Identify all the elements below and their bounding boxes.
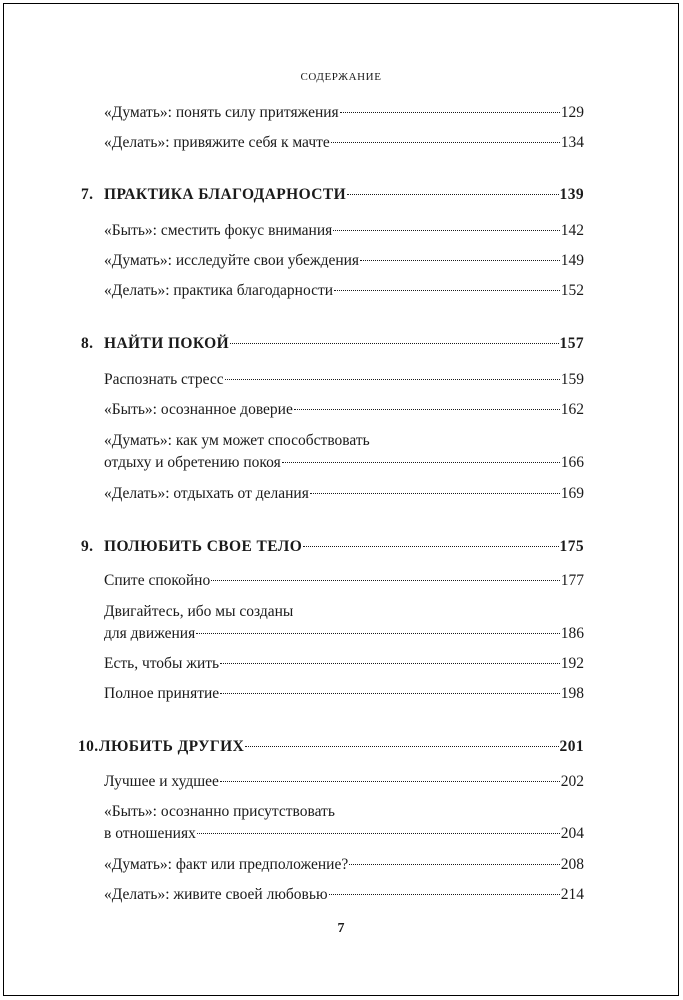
toc-entry-title: «Думать»: понять силу притяжения — [104, 104, 339, 121]
toc-entry — [81, 399, 584, 421]
toc-entry-title: Спите спокойно — [104, 572, 211, 589]
leader-dots — [282, 462, 560, 463]
chapter-number: 9. — [81, 538, 94, 555]
leader-dots — [340, 112, 560, 113]
toc-entry-page: 149 — [560, 252, 584, 269]
chapter-title: ЛЮБИТЬ ДРУГИХ — [99, 738, 245, 755]
toc-entry-title-line1: «Думать»: как ум может способствовать — [104, 432, 370, 449]
leader-dots — [197, 833, 560, 834]
book-page — [3, 3, 679, 996]
toc-entry — [81, 570, 584, 592]
toc-entry-page: 202 — [560, 773, 584, 790]
leader-dots — [331, 142, 560, 143]
toc-entry-page: 139 — [559, 186, 584, 203]
leader-dots — [220, 663, 560, 664]
toc-entry — [81, 854, 584, 876]
leader-dots — [334, 290, 560, 291]
leader-dots — [333, 230, 559, 231]
toc-entry-page: 175 — [559, 538, 584, 555]
toc-entry-page: 201 — [559, 738, 584, 755]
toc-entry — [81, 220, 584, 242]
toc-entry — [81, 884, 584, 906]
toc-entry-title: «Думать»: исследуйте свои убеждения — [104, 252, 360, 269]
toc-entry-title: Есть, чтобы жить — [104, 655, 220, 672]
toc-entry-page: 204 — [560, 825, 584, 842]
toc-entry-title-line1: Двигайтесь, ибо мы созданы — [104, 603, 294, 620]
toc-entry-title: «Делать»: практика благодарности — [104, 282, 334, 299]
toc-entry-title: Распознать стресс — [104, 371, 224, 388]
leader-dots — [303, 546, 558, 547]
toc-entry-title: «Делать»: отдыхать от делания — [104, 485, 309, 502]
leader-dots — [349, 864, 560, 865]
toc-entry — [81, 483, 584, 505]
chapter-number: 10. — [78, 738, 99, 755]
toc-entry — [81, 430, 584, 474]
toc-entry-page: 192 — [560, 655, 584, 672]
leader-dots — [310, 493, 560, 494]
chapter-title: ПРАКТИКА БЛАГОДАРНОСТИ — [104, 186, 347, 203]
chapter-title: ПОЛЮБИТЬ СВОЕ ТЕЛО — [104, 538, 303, 555]
toc-entry — [81, 601, 584, 645]
toc-entry-page: 208 — [560, 856, 584, 873]
toc-entry-page: 152 — [560, 282, 584, 299]
toc-entry-page: 129 — [560, 104, 584, 121]
leader-dots — [225, 379, 560, 380]
toc-chapter — [81, 536, 584, 558]
running-head: СОДЕРЖАНИЕ — [300, 71, 382, 83]
toc-entry-page: 166 — [560, 454, 584, 471]
chapter-number: 7. — [81, 186, 94, 203]
leader-dots — [329, 894, 560, 895]
toc-entry-title: в отношениях — [104, 825, 196, 842]
toc-entry — [81, 132, 584, 154]
toc-entry — [81, 771, 584, 793]
toc-entry-title-line1: «Быть»: осознанно присутствовать — [104, 803, 335, 820]
toc-entry — [81, 683, 584, 705]
leader-dots — [230, 343, 558, 344]
leader-dots — [196, 633, 560, 634]
toc-entry-page: 198 — [560, 685, 584, 702]
toc-entry — [81, 801, 584, 845]
toc-entry-page: 177 — [560, 572, 584, 589]
page-number: 7 — [337, 921, 345, 936]
toc-entry — [81, 653, 584, 675]
toc-entry-page: 157 — [559, 335, 584, 352]
leader-dots — [211, 580, 560, 581]
toc-chapter — [81, 333, 584, 355]
leader-dots — [220, 693, 560, 694]
toc-entry-page: 159 — [560, 371, 584, 388]
toc-entry-page: 162 — [560, 401, 584, 418]
toc-entry-title: «Делать»: привяжите себя к мачте — [104, 134, 330, 151]
toc-entry-title: «Думать»: факт или предположение? — [104, 856, 349, 873]
leader-dots — [220, 781, 560, 782]
toc-entry — [81, 280, 584, 302]
leader-dots — [347, 194, 558, 195]
toc-chapter — [78, 736, 584, 758]
toc-entry — [81, 102, 584, 124]
leader-dots — [294, 409, 560, 410]
toc-entry-page: 134 — [560, 134, 584, 151]
toc-entry — [81, 250, 584, 272]
toc-entry-title: «Делать»: живите своей любовью — [104, 886, 328, 903]
toc-entry-title: Лучшее и худшее — [104, 773, 219, 790]
toc-entry-page: 142 — [560, 222, 584, 239]
toc-entry-page: 186 — [560, 625, 584, 642]
leader-dots — [245, 746, 558, 747]
toc-entry-page: 214 — [560, 886, 584, 903]
toc-entry — [81, 369, 584, 391]
toc-chapter — [81, 184, 584, 206]
toc-entry-title: Полное принятие — [104, 685, 220, 702]
toc-entry-title: «Быть»: осознанное доверие — [104, 401, 293, 418]
chapter-title: НАЙТИ ПОКОЙ — [104, 335, 230, 352]
leader-dots — [360, 260, 560, 261]
toc-entry-page: 169 — [560, 485, 584, 502]
chapter-number: 8. — [81, 335, 94, 352]
toc-entry-title: «Быть»: сместить фокус внимания — [104, 222, 333, 239]
toc-entry-title: для движения — [104, 625, 196, 642]
toc-entry-title: отдыху и обретению покоя — [104, 454, 281, 471]
